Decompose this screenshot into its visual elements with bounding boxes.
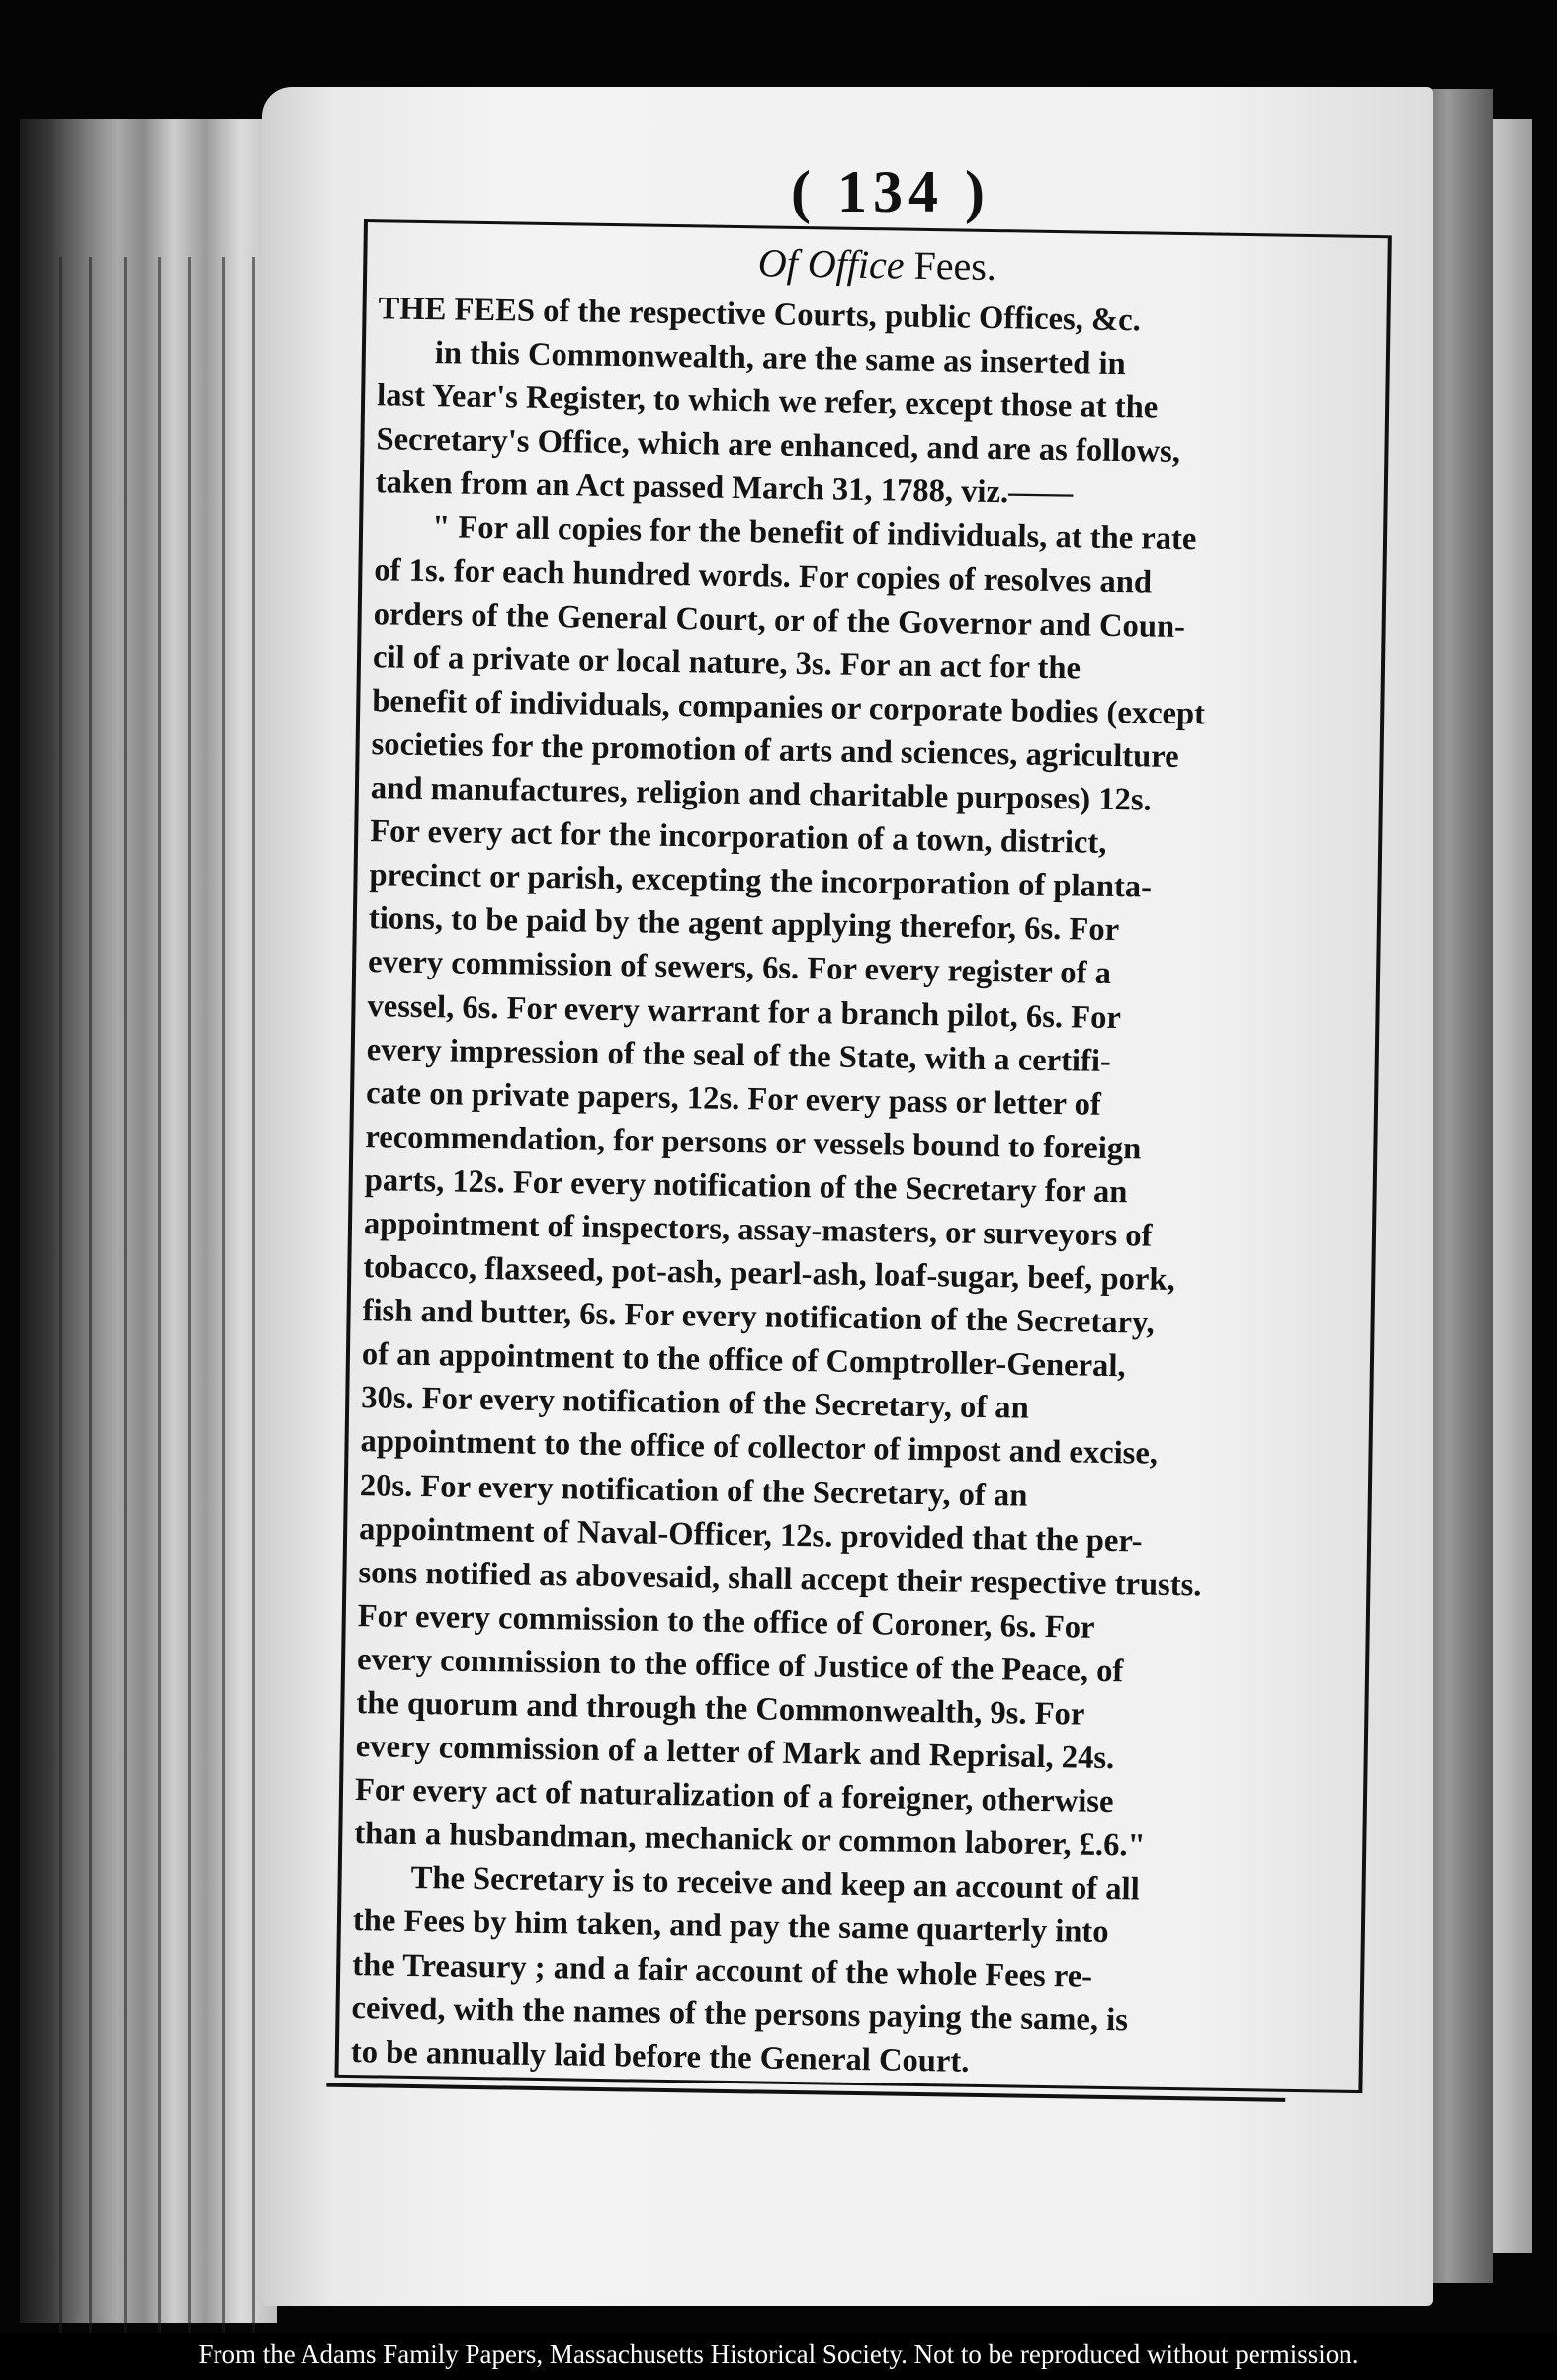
text-line: the quorum and through the Commonwealth, 9s. For <box>356 1685 1085 1733</box>
page-right-edge <box>1493 119 1532 2253</box>
text-line: of an appointment to the office of Comptroller-General, <box>361 1336 1126 1385</box>
page-right-shadow <box>1424 89 1493 2283</box>
text-line: every commission of a letter of Mark and Reprisal, 24s. <box>355 1729 1115 1777</box>
text-line: cil of a private or local nature, 3s. For an act for the <box>372 638 1081 687</box>
text-line: appointment of Naval-Officer, 12s. provided that the per- <box>358 1510 1143 1560</box>
text-line: ceived, with the names of the persons paying the same, is <box>351 1990 1129 2039</box>
text-line: last Year's Register, to which we refer, except those at the <box>376 378 1159 426</box>
text-line: and manufactures, religion and charitable purposes) 12s. <box>370 770 1152 818</box>
text-line: vessel, 6s. For every warrant for a branch pilot, 6s. For <box>367 987 1122 1036</box>
text-line: than a husbandman, mechanick or common laborer, £.6." <box>354 1816 1146 1864</box>
text-line: every impression of the seal of the State, with a certifi- <box>366 1031 1112 1079</box>
text-line: appointment to the office of collector of impost and excise, <box>360 1423 1159 1473</box>
text-line: to be annually laid before the General Court. <box>350 2033 970 2080</box>
footer-credit: From the Adams Family Papers, Massachusetts Historical Society. Not to be reproduced without permission. <box>198 2339 1359 2369</box>
text-line: The Secretary is to receive and keep an account of all <box>410 1860 1140 1908</box>
text-line: societies for the promotion of arts and sciences, agriculture <box>371 726 1179 775</box>
text-frame <box>334 219 1391 2093</box>
text-line: " For all copies for the benefit of individuals, at the rate <box>431 509 1197 557</box>
text-line: For every commission to the office of Coroner, 6s. For <box>357 1597 1095 1646</box>
text-line: tobacco, flaxseed, pot-ash, pearl-ash, loaf-sugar, beef, pork, <box>363 1249 1175 1299</box>
text-line: Secretary's Office, which are enhanced, and are as follows, <box>376 421 1181 470</box>
text-line: precinct or parish, excepting the incorporation of planta- <box>369 857 1153 905</box>
heading-prefix: Of Office <box>757 240 905 288</box>
text-line: orders of the General Court, or of the Governor and Coun- <box>373 595 1186 644</box>
text-line: tions, to be paid by the agent applying therefor, 6s. For <box>368 900 1120 949</box>
page-number: ( 134 ) <box>791 159 991 224</box>
text-line: recommendation, for persons or vessels bound to foreign <box>365 1118 1142 1167</box>
text-line: 20s. For every notification of the Secretary, of an <box>359 1467 1028 1514</box>
text-line: cate on private papers, 12s. For every pass or letter of <box>365 1074 1102 1123</box>
text-line: appointment of inspectors, assay-masters, or surveyors of <box>363 1206 1153 1254</box>
book-binding-edge <box>20 119 277 2323</box>
text-line: benefit of individuals, companies or corporate bodies (except <box>372 683 1206 732</box>
text-line: For every act of naturalization of a foreigner, otherwise <box>354 1772 1114 1821</box>
text-line: parts, 12s. For every notification of the Secretary for an <box>364 1162 1128 1211</box>
heading-suffix: Fees. <box>913 242 997 290</box>
text-line: the Fees by him taken, and pay the same quarterly into <box>352 1903 1109 1951</box>
text-line: the Treasury ; and a fair account of the whole Fees re- <box>351 1946 1093 1995</box>
text-line: sons notified as abovesaid, shall accept their respective trusts. <box>358 1554 1202 1604</box>
text-line: 30s. For every notification of the Secretary, of an <box>360 1380 1030 1427</box>
article-body <box>351 287 1367 2088</box>
text-line: For every act for the incorporation of a town, district, <box>369 813 1107 862</box>
text-line: THE FEES of the respective Courts, public Offices, &c. <box>378 291 1142 339</box>
text-line: in this Commonwealth, are the same as inserted in <box>434 335 1126 382</box>
text-line: taken from an Act passed March 31, 1788, viz.—— <box>375 465 1074 512</box>
text-line: of 1s. for each hundred words. For copies of resolves and <box>374 552 1153 601</box>
text-line: every commission to the office of Justice of the Peace, of <box>356 1641 1124 1690</box>
text-line: every commission of sewers, 6s. For every register of a <box>367 944 1112 992</box>
text-line: fish and butter, 6s. For every notification of the Secretary, <box>362 1293 1155 1341</box>
